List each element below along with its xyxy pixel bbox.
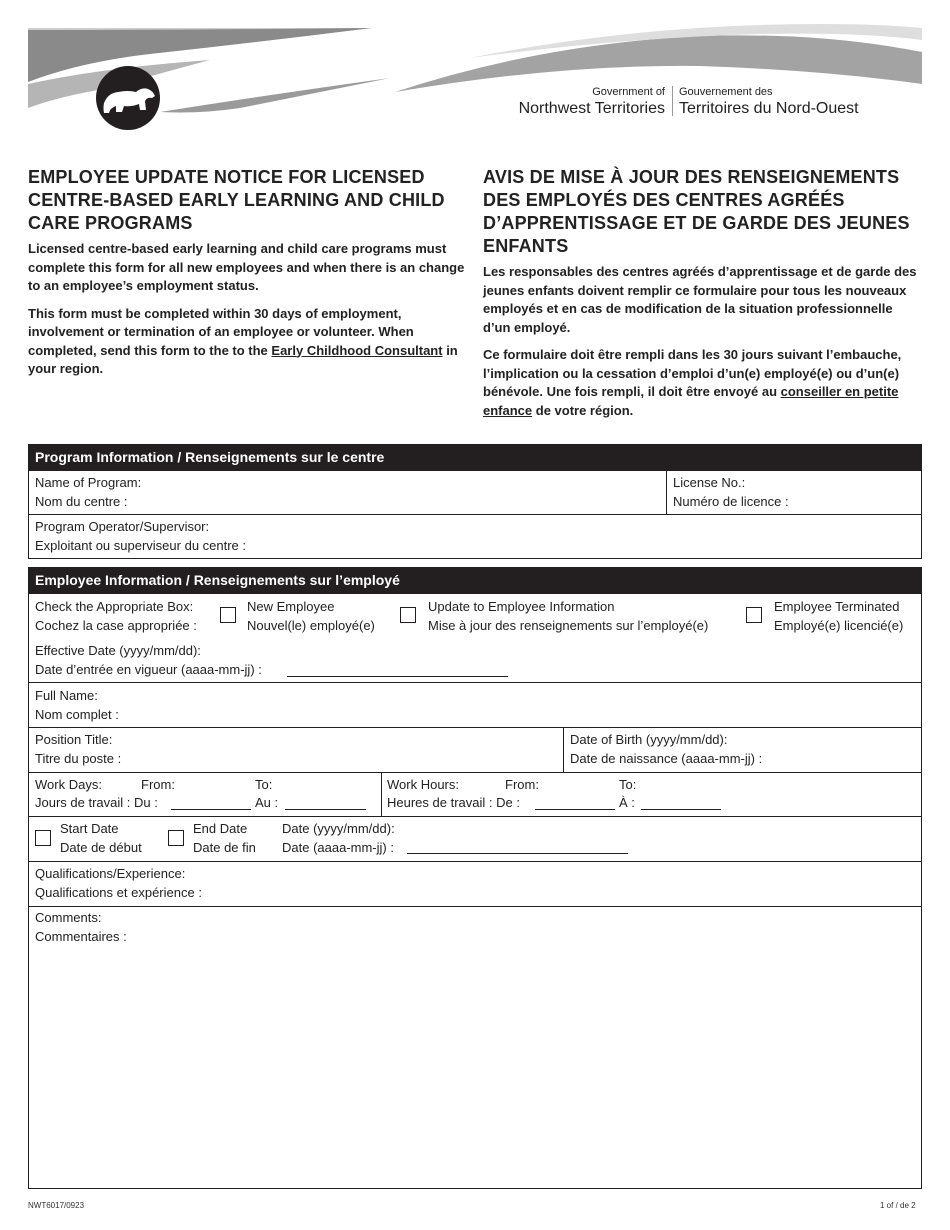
position-title-field[interactable]: Position Title: Titre du poste : [35, 732, 122, 766]
form-title-fr: AVIS DE MISE À JOUR DES RENSEIGNEMENTS DES EMPLOYÉS DES CENTRES AGRÉÉS D’APPRENTISSAGE ET DE GARDE DES JEUNES ENFANTS [483, 167, 910, 256]
intro-en-p2: This form must be completed within 30 days of employment, involvement or termination of an employee or volunteer. When completed, send this form to the to the Early Childhood Consultant in your region. [28, 305, 458, 376]
work-days-to-input[interactable] [285, 809, 366, 810]
work-days-from-label: From: [141, 777, 175, 792]
work-days-from-input[interactable] [171, 809, 251, 810]
work-hours-to-input[interactable] [641, 809, 721, 810]
gov-fr-small: Gouvernement des [679, 86, 773, 98]
intro-fr-p1: Les responsables des centres agréés d’apprentissage et de garde des jeunes enfants doivent remplir ce formulaire pour tous les nouveaux employés et en cas de modification de la situation professionnelle d’un employé. [483, 264, 917, 335]
gov-en-small: Government of [592, 86, 665, 98]
start-end-date-input[interactable] [407, 853, 628, 854]
program-name-label-en: Name of Program: [35, 475, 142, 490]
gov-en-big: Northwest Territories [518, 100, 665, 117]
gov-en-wordmark [488, 86, 665, 118]
operator-label-en: Program Operator/Supervisor: [35, 519, 210, 534]
swoosh-mid-band [160, 78, 390, 113]
work-hours-en-label: Work Hours: [387, 777, 459, 792]
date-of-birth-field[interactable]: Date of Birth (yyyy/mm/dd): Date de naissance (aaaa-mm-jj) : [570, 732, 763, 766]
work-days-hours-divider [381, 772, 382, 817]
gov-fr-big: Territoires du Nord-Ouest [679, 100, 859, 117]
check-box-label: Check the Appropriate Box: Cochez la case appropriée : [35, 599, 197, 633]
start-date-checkbox[interactable] [35, 830, 51, 846]
position-dob-divider [563, 727, 564, 772]
end-date-label: End Date Date de fin [193, 821, 256, 855]
operator-label-fr: Exploitant ou superviseur du centre : [35, 537, 247, 553]
form-code: NWT6017/0923 [28, 1201, 85, 1210]
comments-textarea[interactable] [29, 950, 921, 1188]
license-label-fr: Numéro de licence : [673, 493, 789, 509]
row-divider-4 [28, 816, 922, 817]
new-employee-checkbox[interactable] [220, 607, 236, 623]
license-number-field[interactable] [673, 474, 789, 511]
work-hours-a-label: À : [619, 795, 635, 810]
program-operator-field[interactable] [35, 518, 246, 555]
effective-date-label: Effective Date (yyyy/mm/dd): Date d’entrée en vigueur (aaaa-mm-jj) : [35, 643, 262, 677]
page-number: 1 of / de 2 [880, 1201, 916, 1210]
gov-fr-wordmark [679, 86, 859, 118]
form-title-en: EMPLOYEE UPDATE NOTICE FOR LICENSED CENTRE-BASED EARLY LEARNING AND CHILD CARE PROGRAMS [28, 167, 445, 233]
work-hours-fr-label: Heures de travail : De : [387, 795, 520, 810]
program-col-divider [666, 470, 667, 514]
work-hours-from-label: From: [505, 777, 539, 792]
comments-label: Comments: Commentaires : [35, 910, 127, 944]
program-row-divider [28, 514, 922, 515]
polar-bear-logo [96, 66, 160, 130]
intro-en [28, 240, 468, 388]
update-employee-label: Update to Employee Information Mise à jour des renseignements sur l’employé(e) [428, 599, 709, 633]
employee-terminated-label: Employee Terminated Employé(e) licencié(e) [774, 599, 904, 633]
intro-fr-p2: Ce formulaire doit être rempli dans les 30 jours suivant l’embauche, l’implication ou la cessation d’emploi d’un(e) employé(e) ou d’un(e) bénévole. Une fois rempli, il doit être envoyé au conseiller en petite enfance de votre région. [483, 347, 902, 418]
employee-info-heading: Employee Information / Renseignements sur l’employé [28, 567, 922, 593]
start-date-label: Start Date Date de début [60, 821, 142, 855]
swoosh-right-dark [395, 35, 922, 92]
program-info-heading: Program Information / Renseignements sur le centre [28, 444, 922, 470]
employee-terminated-checkbox[interactable] [746, 607, 762, 623]
update-employee-checkbox[interactable] [400, 607, 416, 623]
end-date-checkbox[interactable] [168, 830, 184, 846]
license-label-en: License No.: [673, 475, 746, 490]
wordmark-divider [672, 86, 673, 116]
new-employee-label: New Employee Nouvel(le) employé(e) [247, 599, 375, 633]
work-days-fr-label: Jours de travail : Du : [35, 795, 158, 810]
qualifications-field[interactable]: Qualifications/Experience: Qualifications et expérience : [35, 866, 202, 900]
row-divider-3 [28, 772, 922, 773]
header-swoosh-graphic [0, 0, 950, 140]
work-days-to-label: To: [255, 777, 273, 792]
conseiller-petite-enfance-link[interactable]: conseiller en petite enfance [483, 384, 899, 418]
work-hours-to-label: To: [619, 777, 637, 792]
intro-fr [483, 263, 923, 429]
work-days-en-label: Work Days: [35, 777, 102, 792]
row-divider-6 [28, 906, 922, 907]
work-hours-from-input[interactable] [535, 809, 615, 810]
swoosh-dark-top [28, 28, 372, 82]
program-name-label-fr: Nom du centre : [35, 493, 128, 509]
effective-date-input[interactable] [287, 676, 508, 677]
work-days-au-label: Au : [255, 795, 279, 810]
row-divider-1 [28, 682, 922, 683]
intro-en-p1: Licensed centre-based early learning and child care programs must complete this form for all new employees and when there is an change to an employee’s employment status. [28, 241, 465, 293]
program-name-field[interactable] [35, 474, 141, 511]
early-childhood-consultant-link[interactable]: Early Childhood Consultant [271, 342, 443, 358]
start-end-date-label: Date (yyyy/mm/dd): Date (aaaa-mm-jj) : [282, 821, 395, 855]
row-divider-5 [28, 861, 922, 862]
full-name-field[interactable]: Full Name: Nom complet : [35, 688, 119, 722]
row-divider-2 [28, 727, 922, 728]
